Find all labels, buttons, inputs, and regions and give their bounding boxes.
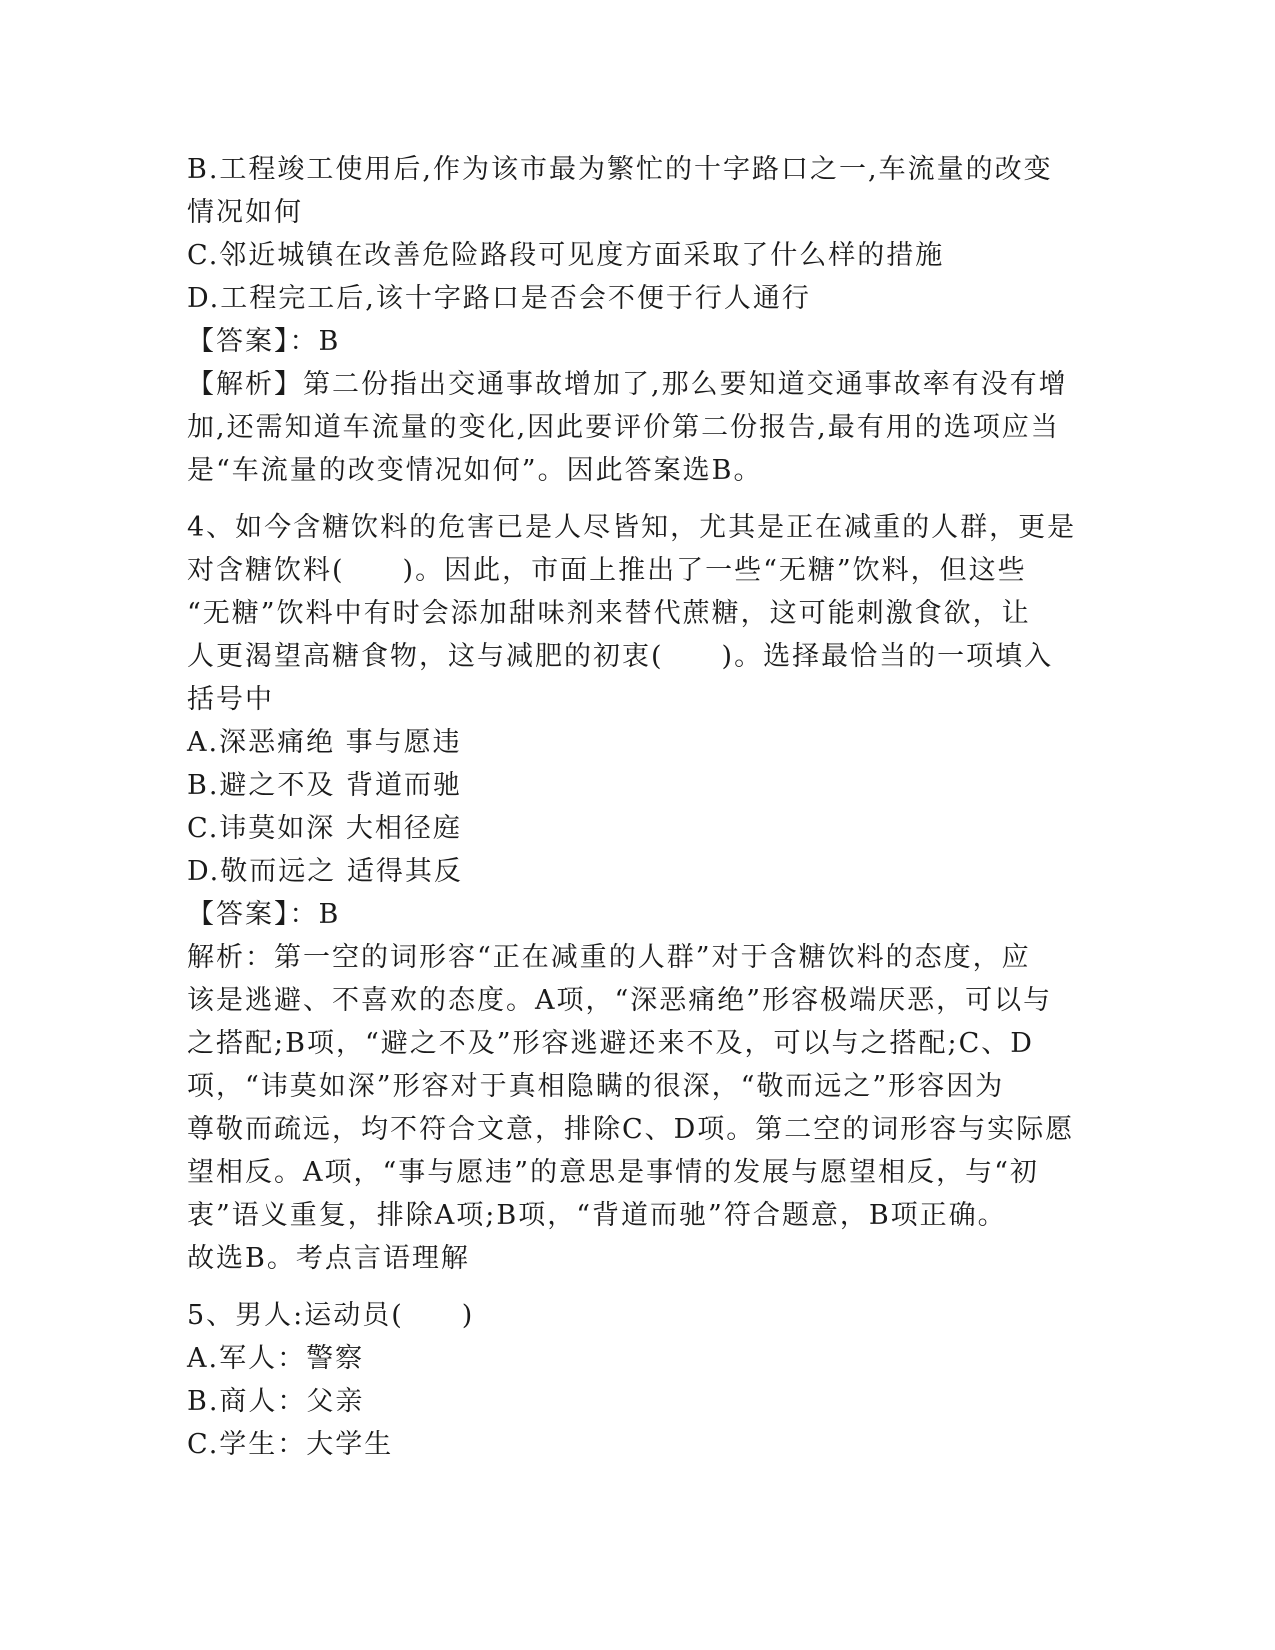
analysis-line: 解析：第一空的词形容“正在减重的人群”对于含糖饮料的态度，应 xyxy=(187,942,1031,973)
analysis-line: 衷”语义重复，排除A项;B项，“背道而驰”符合题意，B项正确。 xyxy=(187,1200,1007,1231)
question-stem-line: 括号中 xyxy=(187,684,274,715)
question-stem-line: 对含糖饮料( )。因此，市面上推出了一些“无糖”饮料，但这些 xyxy=(187,555,1027,586)
option-a: A.军人：警察 xyxy=(187,1343,365,1374)
analysis-line: 尊敬而疏远，均不符合文意，排除C、D项。第二空的词形容与实际愿 xyxy=(187,1114,1075,1145)
option-d: D.敬而远之 适得其反 xyxy=(187,856,463,887)
analysis-line: 是“车流量的改变情况如何”。因此答案选B。 xyxy=(187,455,763,486)
previous-question-tail xyxy=(187,148,1067,492)
analysis-line: 加,还需知道车流量的变化,因此要评价第二份报告,最有用的选项应当 xyxy=(187,412,1060,443)
question-stem: 5、男人:运动员( ) xyxy=(187,1300,475,1331)
question-4 xyxy=(187,506,1077,1280)
analysis-line: 【解析】第二份指出交通事故增加了,那么要知道交通事故率有没有增 xyxy=(187,369,1068,400)
answer: 【答案】：B xyxy=(187,899,341,930)
analysis-line: 项，“讳莫如深”形容对于真相隐瞒的很深，“敬而远之”形容因为 xyxy=(187,1071,1005,1102)
question-stem-line: 人更渴望高糖食物，这与减肥的初衷( )。选择最恰当的一项填入 xyxy=(187,641,1054,672)
analysis-line: 故选B。考点言语理解 xyxy=(187,1243,470,1274)
answer: 【答案】：B xyxy=(187,326,341,357)
analysis-line: 望相反。A项，“事与愿违”的意思是事情的发展与愿望相反，与“初 xyxy=(187,1157,1039,1188)
document-content xyxy=(187,148,1077,1466)
question-stem-line: 4、如今含糖饮料的危害已是人尽皆知，尤其是正在减重的人群，更是 xyxy=(187,512,1077,543)
question-stem-line: “无糖”饮料中有时会添加甜味剂来替代蔗糖，这可能刺激食欲，让 xyxy=(187,598,1031,629)
analysis-line: 之搭配;B项，“避之不及”形容逃避还来不及，可以与之搭配;C、D xyxy=(187,1028,1034,1059)
option-c: C.学生：大学生 xyxy=(187,1429,394,1460)
question-5 xyxy=(187,1294,1067,1466)
option-d: D.工程完工后,该十字路口是否会不便于行人通行 xyxy=(187,283,811,314)
option-b: B.避之不及 背道而驰 xyxy=(187,770,463,801)
option-b: B.商人：父亲 xyxy=(187,1386,365,1417)
option-b-line-2: 情况如何 xyxy=(187,197,303,228)
analysis-line: 该是逃避、不喜欢的态度。A项，“深恶痛绝”形容极端厌恶，可以与 xyxy=(187,985,1053,1016)
option-a: A.深恶痛绝 事与愿违 xyxy=(187,727,462,758)
option-b-line-1: B.工程竣工使用后,作为该市最为繁忙的十字路口之一,车流量的改变 xyxy=(187,154,1053,185)
option-c: C.讳莫如深 大相径庭 xyxy=(187,813,462,844)
option-c: C.邻近城镇在改善危险路段可见度方面采取了什么样的措施 xyxy=(187,240,945,271)
